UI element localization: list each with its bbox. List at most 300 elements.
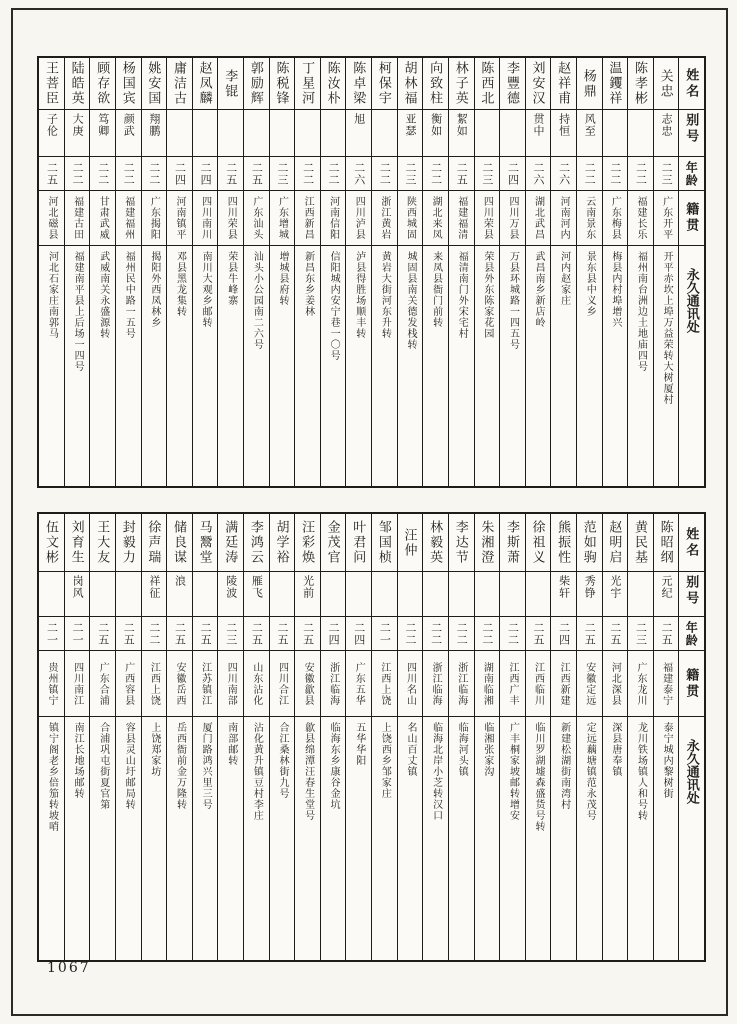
person-address: 泸县得胜场顺丰转 <box>353 251 365 339</box>
person-age: 二二 <box>628 157 653 191</box>
person-name: 邹国桢 <box>372 514 397 572</box>
header-alias-label: 别号 <box>679 572 704 617</box>
person-name: 陈西北 <box>475 58 500 110</box>
person-alias: 笃卿 <box>90 110 115 157</box>
person-alias: 祥征 <box>142 572 167 617</box>
person-name: 赵凤麟 <box>193 58 218 110</box>
person-native-place: 福建福州 <box>116 191 141 246</box>
person-alias <box>372 572 397 617</box>
person-alias: 岗风 <box>65 572 90 617</box>
person-address: 信阳城内安宁巷一〇号 <box>328 251 340 361</box>
header-age-label: 年龄 <box>679 157 704 191</box>
person-column <box>166 514 192 960</box>
header-address-label: 永久通讯处 <box>684 739 700 804</box>
person-address: 上饶郑家坊 <box>148 722 160 777</box>
person-alias <box>346 572 371 617</box>
person-name: 熊振性 <box>551 514 576 572</box>
person-column <box>397 58 423 486</box>
person-column <box>525 514 551 960</box>
person-name: 李达节 <box>449 514 474 572</box>
person-address: 城固县南关德发栈转 <box>405 251 416 350</box>
person-native-place: 甘肃武威 <box>90 191 115 246</box>
person-column <box>115 514 141 960</box>
person-native-place: 安徽歙县 <box>295 651 320 717</box>
person-alias: 絜如 <box>449 110 474 157</box>
person-age: 二六 <box>551 157 576 191</box>
person-alias <box>218 110 243 157</box>
person-address: 新建松湖街南湾村 <box>558 722 570 810</box>
person-name: 满廷涛 <box>218 514 243 572</box>
person-address: 合浦巩屯街夏官第 <box>97 722 109 810</box>
person-column <box>141 58 167 486</box>
person-age: 二二 <box>603 157 628 191</box>
header-name-label: 姓名 <box>679 58 704 110</box>
person-alias: 颜武 <box>116 110 141 157</box>
person-address: 定远藕塘镇范永茂号 <box>584 722 596 821</box>
person-name: 封毅力 <box>116 514 141 572</box>
person-native-place: 河南河内 <box>551 191 576 246</box>
person-address: 临湘张家沟 <box>481 722 493 777</box>
person-address: 容县灵山圩邮局转 <box>123 722 135 810</box>
person-native-place: 陕西城固 <box>398 191 423 246</box>
person-address: 开平赤坎上埠万益荣转大树厦村 <box>661 251 673 405</box>
person-alias <box>500 110 525 157</box>
person-age: 二二 <box>423 157 448 191</box>
person-name: 杨鼎 <box>577 58 602 110</box>
person-alias: 风至 <box>577 110 602 157</box>
person-native-place: 云南景东 <box>577 191 602 246</box>
person-name: 陈汝朴 <box>321 58 346 110</box>
person-name: 陈昭纲 <box>654 514 679 572</box>
person-name: 金茂官 <box>321 514 346 572</box>
person-name: 叶君问 <box>346 514 371 572</box>
person-address: 泰宁城内黎树街 <box>661 722 673 799</box>
person-column <box>320 58 346 486</box>
person-native-place: 福建长乐 <box>628 191 653 246</box>
person-column <box>64 58 90 486</box>
person-age: 二五 <box>295 617 320 651</box>
person-column <box>422 514 448 960</box>
person-native-place: 江西新建 <box>551 651 576 717</box>
person-name: 胡学裕 <box>270 514 295 572</box>
person-address: 来凤县衙门前转 <box>430 251 442 328</box>
person-alias <box>372 110 397 157</box>
person-alias <box>244 110 269 157</box>
person-address: 南川大观乡邮转 <box>200 251 212 328</box>
header-address-label: 永久通讯处 <box>684 268 700 333</box>
person-native-place: 湖南临湘 <box>475 651 500 717</box>
person-age: 二五 <box>244 157 269 191</box>
person-age: 二二 <box>142 157 167 191</box>
person-address: 梅县内村埠增兴 <box>609 251 621 328</box>
person-column <box>269 514 295 960</box>
person-name: 陈卓梁 <box>346 58 371 110</box>
person-column <box>422 58 448 486</box>
person-alias <box>628 110 653 157</box>
person-age: 二五 <box>116 617 141 651</box>
person-alias <box>193 110 218 157</box>
person-address: 福州南台洲边土地庙四号 <box>635 251 647 372</box>
person-alias <box>526 572 551 617</box>
person-native-place: 江西广丰 <box>500 651 525 717</box>
person-native-place: 江西临川 <box>526 651 551 717</box>
person-address: 临海东乡康谷金坑 <box>328 722 340 810</box>
person-address: 福州民中路一五号 <box>123 251 135 339</box>
person-column <box>192 58 218 486</box>
person-age: 二五 <box>39 157 64 191</box>
person-name: 陈税锋 <box>270 58 295 110</box>
person-native-place: 四川泸县 <box>346 191 371 246</box>
person-native-place: 广西容县 <box>116 651 141 717</box>
person-age: 二四 <box>193 157 218 191</box>
person-age: 二一 <box>372 617 397 651</box>
person-alias: 贯中 <box>526 110 551 157</box>
person-name: 杨国宾 <box>116 58 141 110</box>
table-header-column <box>678 514 704 960</box>
person-column <box>345 58 371 486</box>
person-native-place: 浙江黄岩 <box>372 191 397 246</box>
person-alias <box>398 572 423 617</box>
person-column <box>627 58 653 486</box>
person-name: 陈孝彬 <box>628 58 653 110</box>
person-name: 郭励辉 <box>244 58 269 110</box>
person-age: 二三 <box>475 157 500 191</box>
person-alias <box>270 572 295 617</box>
person-native-place: 江西新昌 <box>295 191 320 246</box>
person-name: 顾存欲 <box>90 58 115 110</box>
person-name: 林子英 <box>449 58 474 110</box>
person-address: 河内赵家庄 <box>558 251 570 306</box>
person-name: 李斯萧 <box>500 514 525 572</box>
person-native-place: 福建福清 <box>449 191 474 246</box>
person-native-place: 江西上饶 <box>142 651 167 717</box>
person-age: 二二 <box>398 617 423 651</box>
person-age: 二一 <box>39 617 64 651</box>
person-alias: 秀铮 <box>577 572 602 617</box>
person-address: 增城县府转 <box>276 251 288 306</box>
person-name: 马鬵堂 <box>193 514 218 572</box>
person-name: 黄民基 <box>628 514 653 572</box>
person-column <box>39 514 64 960</box>
person-name: 徐声瑞 <box>142 514 167 572</box>
person-age: 二三 <box>628 617 653 651</box>
person-alias: 旭 <box>346 110 371 157</box>
person-age: 二二 <box>475 617 500 651</box>
person-age: 二二 <box>500 617 525 651</box>
person-address: 上饶西乡邹家庄 <box>379 722 391 799</box>
person-name: 关忠 <box>654 58 679 110</box>
person-column <box>550 58 576 486</box>
person-column <box>269 58 295 486</box>
directory-table-top <box>37 56 706 488</box>
person-native-place: 四川合江 <box>270 651 295 717</box>
person-age: 二五 <box>244 617 269 651</box>
person-address: 新昌东乡姜林 <box>302 251 314 317</box>
person-age: 二二 <box>295 157 320 191</box>
person-column <box>89 58 115 486</box>
person-alias <box>295 110 320 157</box>
person-native-place: 四川荣县 <box>218 191 243 246</box>
person-alias <box>39 572 64 617</box>
person-column <box>499 58 525 486</box>
person-native-place: 四川南川 <box>193 191 218 246</box>
person-column <box>474 58 500 486</box>
person-column <box>653 514 679 960</box>
person-name: 姚安国 <box>142 58 167 110</box>
person-address: 龙川铁场镇人和号转 <box>635 722 647 821</box>
person-age: 二五 <box>167 617 192 651</box>
person-native-place: 广东增城 <box>270 191 295 246</box>
person-native-place: 广东汕头 <box>244 191 269 246</box>
person-address: 临川罗湖墟森盛货号转 <box>533 722 545 832</box>
table-header-column <box>678 58 704 486</box>
person-age: 二二 <box>372 157 397 191</box>
person-name: 丁星河 <box>295 58 320 110</box>
person-age: 二四 <box>500 157 525 191</box>
person-column <box>345 514 371 960</box>
person-alias: 浪 <box>167 572 192 617</box>
person-column <box>320 514 346 960</box>
person-name: 刘安汉 <box>526 58 551 110</box>
person-name: 温钁祥 <box>603 58 628 110</box>
person-native-place: 浙江临海 <box>321 651 346 717</box>
person-age: 二三 <box>270 157 295 191</box>
person-name: 朱湘澄 <box>475 514 500 572</box>
person-native-place: 安徽定远 <box>577 651 602 717</box>
person-column <box>576 514 602 960</box>
person-age: 二三 <box>398 157 423 191</box>
person-column <box>115 58 141 486</box>
person-column <box>64 514 90 960</box>
person-alias <box>167 110 192 157</box>
person-address: 揭阳外西凤林乡 <box>148 251 160 328</box>
person-age: 二五 <box>193 617 218 651</box>
person-column <box>474 514 500 960</box>
person-alias <box>321 110 346 157</box>
person-alias <box>603 110 628 157</box>
person-alias: 持恒 <box>551 110 576 157</box>
person-age: 二四 <box>551 617 576 651</box>
person-column <box>294 514 320 960</box>
header-native_place-label: 籍贯 <box>679 651 704 717</box>
person-address: 福清南门外宋宅村 <box>456 251 468 339</box>
person-alias: 柴轩 <box>551 572 576 617</box>
person-native-place: 广东合浦 <box>90 651 115 717</box>
person-age: 二三 <box>654 157 679 191</box>
person-column <box>397 514 423 960</box>
person-native-place: 广东揭阳 <box>142 191 167 246</box>
person-address: 河北石家庄南郭马 <box>46 251 58 339</box>
person-age: 二二 <box>116 157 141 191</box>
header-native_place-label: 籍贯 <box>679 191 704 246</box>
person-column <box>243 514 269 960</box>
person-native-place: 福建古田 <box>65 191 90 246</box>
person-column <box>550 514 576 960</box>
person-name: 李鸿云 <box>244 514 269 572</box>
person-name: 赵明启 <box>603 514 628 572</box>
person-age: 二一 <box>65 617 90 651</box>
person-native-place: 江苏镇江 <box>193 651 218 717</box>
person-address: 岳西衙前金万隆转 <box>174 722 186 810</box>
person-name: 赵祥甫 <box>551 58 576 110</box>
person-name: 王菩臣 <box>39 58 64 110</box>
person-native-place: 河北深县 <box>603 651 628 717</box>
person-alias <box>90 572 115 617</box>
person-column <box>602 58 628 486</box>
person-name: 柯保宇 <box>372 58 397 110</box>
person-address: 南江长地场邮转 <box>72 722 84 799</box>
person-alias <box>628 572 653 617</box>
page-number: 1067 <box>47 960 91 976</box>
person-name: 伍文彬 <box>39 514 64 572</box>
person-alias <box>449 572 474 617</box>
person-alias: 光前 <box>295 572 320 617</box>
person-alias <box>270 110 295 157</box>
person-age: 二五 <box>270 617 295 651</box>
person-age: 二二 <box>423 617 448 651</box>
person-column <box>217 58 243 486</box>
person-name: 储良谋 <box>167 514 192 572</box>
person-name: 王大友 <box>90 514 115 572</box>
person-age: 二四 <box>346 617 371 651</box>
person-column <box>448 58 474 486</box>
person-alias: 志忠 <box>654 110 679 157</box>
person-age: 二四 <box>167 157 192 191</box>
person-column <box>448 514 474 960</box>
person-name: 林毅英 <box>423 514 448 572</box>
person-native-place: 湖北来凤 <box>423 191 448 246</box>
person-column <box>217 514 243 960</box>
person-address: 武昌南乡新店岭 <box>533 251 545 328</box>
person-name: 陆皓英 <box>65 58 90 110</box>
person-native-place: 贵州镇宁 <box>39 651 64 717</box>
person-name: 刘育生 <box>65 514 90 572</box>
person-address: 五华华阳 <box>353 722 365 766</box>
person-age: 二二 <box>90 157 115 191</box>
person-alias: 雁飞 <box>244 572 269 617</box>
person-alias: 光宇 <box>603 572 628 617</box>
person-native-place: 河北磁县 <box>39 191 64 246</box>
person-native-place: 安徽岳西 <box>167 651 192 717</box>
person-column <box>192 514 218 960</box>
person-age: 二五 <box>526 617 551 651</box>
header-age-label: 年龄 <box>679 617 704 651</box>
person-age: 二六 <box>346 157 371 191</box>
person-column <box>499 514 525 960</box>
person-address: 武威南关永盛源转 <box>97 251 109 339</box>
person-address: 荣县外东陈家花园 <box>481 251 493 339</box>
person-name: 李锟 <box>218 58 243 110</box>
person-native-place: 广东梅县 <box>603 191 628 246</box>
person-address: 深县唐奉镇 <box>609 722 621 777</box>
person-alias: 大庚 <box>65 110 90 157</box>
person-name: 胡林福 <box>398 58 423 110</box>
person-alias: 元纪 <box>654 572 679 617</box>
person-native-place: 四川万县 <box>500 191 525 246</box>
person-address: 沾化黄升镇豆村李庄 <box>251 722 263 821</box>
person-native-place: 江西上饶 <box>372 651 397 717</box>
person-column <box>627 514 653 960</box>
person-name: 徐祖义 <box>526 514 551 572</box>
person-column <box>294 58 320 486</box>
person-address: 荣县牛峰寨 <box>225 251 237 306</box>
person-age: 二二 <box>142 617 167 651</box>
person-address: 名山百丈镇 <box>405 722 416 777</box>
person-age: 二五 <box>90 617 115 651</box>
person-native-place: 四川荣县 <box>475 191 500 246</box>
person-column <box>39 58 64 486</box>
person-native-place: 山东沾化 <box>244 651 269 717</box>
person-name: 范如驹 <box>577 514 602 572</box>
person-age: 二五 <box>218 157 243 191</box>
person-address: 临海河头镇 <box>456 722 468 777</box>
person-age: 二五 <box>449 157 474 191</box>
person-age: 二五 <box>577 617 602 651</box>
person-column <box>371 514 397 960</box>
person-age: 二二 <box>65 157 90 191</box>
person-native-place: 四川名山 <box>398 651 423 717</box>
person-address: 镇宁阁老乡倍笳转坡哨 <box>46 722 58 832</box>
person-address: 景东县中义乡 <box>584 251 596 317</box>
person-alias <box>475 572 500 617</box>
person-native-place: 广东五华 <box>346 651 371 717</box>
person-address: 歙县绵潭汪春生堂号 <box>302 722 314 821</box>
person-native-place: 福建泰宁 <box>654 651 679 717</box>
person-age: 二五 <box>603 617 628 651</box>
person-native-place: 浙江临海 <box>423 651 448 717</box>
person-alias <box>500 572 525 617</box>
person-column <box>371 58 397 486</box>
person-name: 向致柱 <box>423 58 448 110</box>
person-address: 万县环城路一四五号 <box>507 251 519 350</box>
person-age: 二三 <box>218 617 243 651</box>
person-alias <box>423 572 448 617</box>
person-address: 黄岩大街河东升转 <box>379 251 391 339</box>
person-column <box>166 58 192 486</box>
directory-table-bottom <box>37 512 706 962</box>
person-column <box>602 514 628 960</box>
person-alias: 亚瑟 <box>398 110 423 157</box>
person-address: 南部邮转 <box>225 722 237 766</box>
person-native-place: 湖北武昌 <box>526 191 551 246</box>
person-name: 庸洁古 <box>167 58 192 110</box>
person-name: 汪彩焕 <box>295 514 320 572</box>
person-address: 厦门路鸿兴里三号 <box>200 722 212 810</box>
person-alias: 子伦 <box>39 110 64 157</box>
person-native-place: 浙江临海 <box>449 651 474 717</box>
page-border-frame <box>11 8 728 1016</box>
person-address: 临海北岸小芝转汉口 <box>430 722 442 821</box>
person-address: 汕头小公园南二六号 <box>251 251 263 350</box>
person-age: 二五 <box>654 617 679 651</box>
person-column <box>576 58 602 486</box>
person-address: 广丰桐家坡邮转增安 <box>507 722 519 821</box>
person-native-place: 四川南部 <box>218 651 243 717</box>
person-address: 福建南平县上后场一四号 <box>72 251 84 372</box>
person-native-place: 四川南江 <box>65 651 90 717</box>
person-native-place: 广东开平 <box>654 191 679 246</box>
person-column <box>89 514 115 960</box>
person-alias <box>193 572 218 617</box>
person-alias <box>321 572 346 617</box>
person-column <box>525 58 551 486</box>
person-alias: 衡如 <box>423 110 448 157</box>
person-age: 二二 <box>577 157 602 191</box>
person-column <box>653 58 679 486</box>
person-name: 汪仲 <box>398 514 423 572</box>
person-address: 合江桑林街九号 <box>276 722 288 799</box>
person-alias: 陵波 <box>218 572 243 617</box>
